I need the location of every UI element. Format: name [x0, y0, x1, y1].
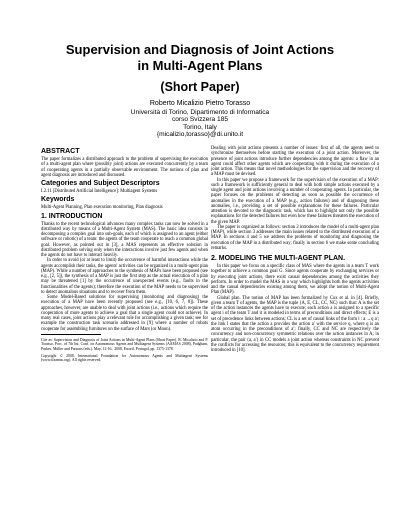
copyright-footnote: Copyright © 2008, International Foundation for Autonomous Agents and Multiagent Systems (www.ifaamas.org). All rights reserved. [41, 353, 208, 363]
affiliation-line-1: Università di Torino, Dipartimento di Informatica [130, 108, 270, 116]
left-column [41, 146, 208, 363]
section-2-heading: 2. MODELING THE MULTI-AGENT PLAN. [211, 255, 346, 262]
categories-heading: Categories and Subject Descriptors [41, 180, 160, 187]
affiliation-line-3: Torino, Italy [183, 123, 217, 131]
paper-title [0, 42, 400, 73]
right-paragraph-4: In this paper we focus on a specific class of MAS where the agents in a team T work together to achieve a common goal G. Since agents cooperate by exchanging services or by executing joint actions, there exist causal dependencies among the activities they perform. In order to model the MAS in a way which highlights both the agents activities and the causal dependencies existing among them, we adopt the notion of Multi-Agent Plan (MAP). [211, 264, 379, 296]
categories-text: I.2.11 [Distributed Artificial Intelligence]: Multiagent Systems [41, 189, 158, 194]
introduction-heading: 1. INTRODUCTION [41, 212, 103, 220]
intro-paragraph-2: In order to avoid (or at least to limit) the occurrence of harmful interactions while the agents accomplish their tasks, the agents' activities can be organized in a multi-agent plan (MAP). While a number of approaches to the synthesis of MAPs have been proposed (see e.g., [2, 5]), the synthesis of a MAP is just the first step as the actual execution of a plan may be threatened [1] by the occurrence of unexpected events (e.g., faults in the functionalities of the agents); therefore the execution of the MAP needs to be supervised to detect anomalous situations and to recover from them. [41, 258, 208, 295]
citation-footnote: Cite as: Supervision and Diagnosis of Joint Actions in Multi-Agent Plans (Short Paper), R. Micalizio and P. Torasso, Proc. of 7th Int. Conf. on Autonomous Agents and Multiagent Systems (AAMAS 2008), Padgham, Parkes, Müller and Parsons (eds.), May, 12-16., 2008, Estoril, Portugal, pp. 1375-1378. [41, 337, 208, 351]
right-paragraph-1: Dealing with joint actions presents a number of issues: first of all, the agents need to synchronize themselves before starting the execution of a joint action. Moreover, the presence of joint actions introduce further dependencies among the agents: a flaw in an agent could affect other agents which are cooperating with it during the execution of a joint action. This means that novel methodologies for the supervision and the recovery of a MAP must be devised. [211, 146, 379, 178]
author-block [0, 100, 400, 139]
affiliation-line-2: corso Svizzera 185 [171, 116, 229, 124]
right-paragraph-3: The paper is organized as follows: section 2 introduces the model of a multi-agent plan (MAP), while section 3 addresses the main issues related to the distributed execution of a MAP. In sections 4 and 5 we address the problems of monitoring and diagnosing the execution of the MAP in a distributed way; finally in section 6 we make some concluding remarks. [211, 224, 379, 251]
right-paragraph-5: Global plan. The notion of MAP has been formalized by Cox et al. in [4]. Briefly, given a team T of agents, the MAP is the tuple ⟨A, E, CL, CC, NC⟩ such that: A is the set of the action instances the agents have to execute; each action a is assigned to a specific agent i of the team T and it is modeled in terms of preconditions and direct effects; E is a set of precedence links between actions; CL is a set of causal links of the form l : a →q a′; the link l states that the action a provides the action a′ with the service q, where q is an atom occurring in the preconditions of a′; finally, CC and NC are respectively the concurrency and non-concurrency symmetric relations over the action instances in A; in particular, the pair ⟨a, a′⟩ in CC models a joint action whereas constraints in NC prevent the conflicts for accessing the resources; this is equivalent to the concurrency requirement introduced in [10]. [211, 295, 379, 353]
author-email: {micalizio,torasso}@di.unito.it [156, 131, 244, 139]
author-names: Roberto Micalizio Pietro Torasso [149, 100, 251, 107]
title-line-1: Supervision and Diagnosis of Joint Actions [65, 42, 335, 57]
abstract-heading: ABSTRACT [41, 148, 80, 155]
keywords-heading: Keywords [41, 196, 75, 204]
abstract-text: The paper formalizes a distributed approach to the problem of supervising the execution of a multi-agent plan where (possibly joint) actions are executed concurrently by a team of cooperating agents in a partially observable environment. The notions of plan and agent diagnosis are introduced and discussed. [41, 157, 208, 178]
keywords-text: Multi-Agent Planning, Plan execution monitoring, Plan diagnosis [41, 205, 163, 211]
footnote-rule [41, 334, 101, 335]
intro-paragraph-3: Some Model-Based solutions for supervising (monitoring and diagnosing) the execution of a MAP have been recently proposed (see e.g., [10, 6, 7, 8]). These approaches, however, are unable to deal with joint actions (i.e., actions which require the cooperation of more agents to achieve a goal that a single agent could not achieve). In many real cases, joint actions play a relevant role for accomplishing a given task; see for example the construction task scenario addressed in [9] where a number of robots cooperate for assembling furnitures on the surface of Mars (or Moon). [41, 295, 208, 332]
right-paragraph-2: In this paper we propose a framework for the supervision of the execution of a MAP: such a framework is sufficiently general to deal with both simple actions executed by a single agent and joint actions involving a number of cooperating agents. In particular, the paper focuses on the problems of detecting as soon as possible the occurrence of anomalies in the execution of a MAP (e.g., action failures) and of diagnosing these anomalies, i.e., providing a set of possible explanations for these failures. Particular attention is devoted to the diagnostic task, which has to highlight not only the possible explanations for the detected failures but even how these failures threaten the execution of the given MAP. [211, 177, 379, 225]
right-column [211, 146, 379, 353]
intro-paragraph-1: Thanks to the recent technological advances many complex tasks can now be solved in a distributed way by means of a Multi-Agent System (MAS). The basic idea consists in decomposing a complex goal into sub-goals, each of which is assigned to an agent (either software or robotic) of a team: the agents of the team cooperate to reach a common global goal. However, as pointed out in [3], a MAS represents an effective solution in distributed problem solving only when the interactions involve just few agents and when the agents do not have to interact heavily. [41, 221, 208, 258]
title-line-2: in Multi-Agent Plans [137, 57, 263, 73]
paper-subtitle: (Short Paper) [160, 80, 240, 94]
